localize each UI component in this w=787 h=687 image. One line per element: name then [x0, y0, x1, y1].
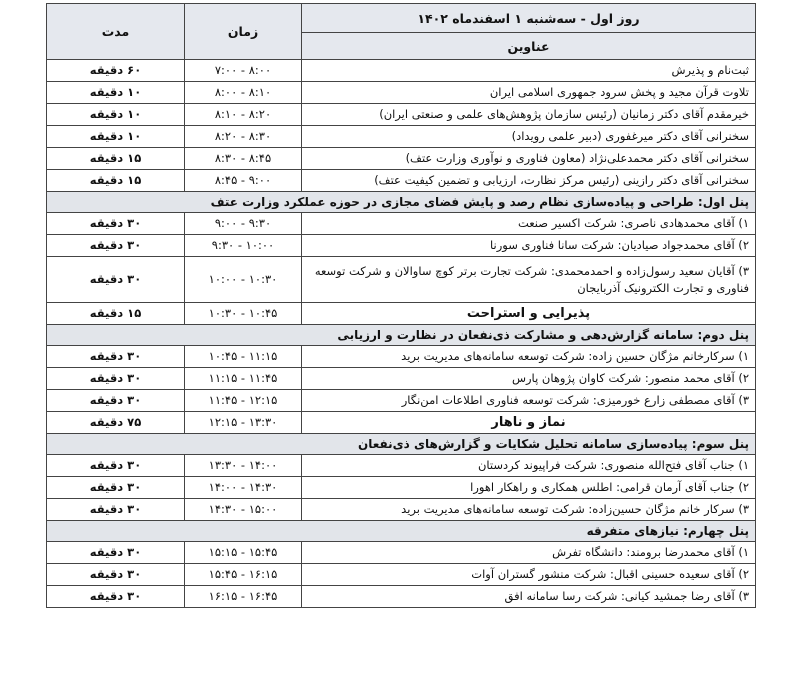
panel-heading: پنل سوم: پیاده‌سازی سامانه تحلیل شکایات و گزارش‌های ذی‌نفعان	[47, 434, 756, 455]
session-time: ۱۶:۴۵ - ۱۶:۱۵	[185, 586, 302, 608]
session-duration: ۱۰ دقیقه	[47, 104, 185, 126]
session-topic: ثبت‌نام و پذیرش	[302, 60, 756, 82]
session-time: ۸:۳۰ - ۸:۲۰	[185, 126, 302, 148]
session-duration: ۳۰ دقیقه	[47, 586, 185, 608]
session-topic: ۲) آقای سعیده حسینی اقبال: شرکت منشور گستران آوات	[302, 564, 756, 586]
session-topic: ۲) آقای محمدجواد صیادیان: شرکت سانا فناوری سورنا	[302, 235, 756, 257]
session-time: ۱۴:۳۰ - ۱۴:۰۰	[185, 477, 302, 499]
table-row	[47, 390, 756, 412]
session-duration: ۳۰ دقیقه	[47, 235, 185, 257]
session-time: ۸:۲۰ - ۸:۱۰	[185, 104, 302, 126]
panel-heading: پنل چهارم: نیازهای متفرقه	[47, 521, 756, 542]
session-duration: ۳۰ دقیقه	[47, 346, 185, 368]
table-row	[47, 257, 756, 303]
session-duration: ۳۰ دقیقه	[47, 368, 185, 390]
table-row	[47, 213, 756, 235]
session-time: ۹:۳۰ - ۹:۰۰	[185, 213, 302, 235]
table-row	[47, 346, 756, 368]
table-row	[47, 126, 756, 148]
session-topic: ۱) آقای محمدرضا برومند: دانشگاه تفرش	[302, 542, 756, 564]
session-time: ۱۰:۳۰ - ۱۰:۰۰	[185, 257, 302, 303]
session-duration: ۷۵ دقیقه	[47, 412, 185, 434]
session-time: ۱۲:۱۵ - ۱۱:۴۵	[185, 390, 302, 412]
panel-heading-row	[47, 521, 756, 542]
break-title: پذیرایی و استراحت	[302, 303, 756, 325]
table-row	[47, 60, 756, 82]
session-time: ۱۰:۰۰ - ۹:۳۰	[185, 235, 302, 257]
time-column-header: زمان	[185, 4, 302, 60]
panel-heading-row	[47, 325, 756, 346]
session-topic: سخنرانی آقای دکتر میرغفوری (دبیر علمی رویداد)	[302, 126, 756, 148]
session-duration: ۳۰ دقیقه	[47, 477, 185, 499]
day-title: روز اول - سه‌شنبه ۱ اسفندماه ۱۴۰۲	[302, 4, 756, 33]
session-time: ۱۵:۴۵ - ۱۵:۱۵	[185, 542, 302, 564]
session-topic: ۱) جناب آقای فتح‌الله منصوری: شرکت فراپیوند کردستان	[302, 455, 756, 477]
table-row	[47, 455, 756, 477]
session-time: ۱۶:۱۵ - ۱۵:۴۵	[185, 564, 302, 586]
table-row	[47, 368, 756, 390]
session-topic: ۱) سرکارخانم مژگان حسین زاده: شرکت توسعه سامانه‌های مدیریت برید	[302, 346, 756, 368]
table-row	[47, 148, 756, 170]
panel-heading-row	[47, 434, 756, 455]
session-time: ۱۴:۰۰ - ۱۳:۳۰	[185, 455, 302, 477]
schedule-document	[46, 3, 755, 608]
table-row	[47, 170, 756, 192]
session-duration: ۱۵ دقیقه	[47, 170, 185, 192]
session-topic: تلاوت قرآن مجید و پخش سرود جمهوری اسلامی ایران	[302, 82, 756, 104]
topic-column-header: عناوین	[302, 33, 756, 60]
session-topic: ۳) آقایان سعید رسول‌زاده و احمدمحمدی: شرکت تجارت برتر کوچ ساوالان و شرکت توسعه فناوری و تجارت الکترونیک آذربایجان	[302, 257, 756, 303]
session-topic: ۲) آقای محمد منصور: شرکت کاوان پژوهان پارس	[302, 368, 756, 390]
session-duration: ۳۰ دقیقه	[47, 257, 185, 303]
session-duration: ۱۵ دقیقه	[47, 148, 185, 170]
session-duration: ۳۰ دقیقه	[47, 564, 185, 586]
session-time: ۹:۰۰ - ۸:۴۵	[185, 170, 302, 192]
session-time: ۱۱:۱۵ - ۱۰:۴۵	[185, 346, 302, 368]
session-time: ۸:۰۰ - ۷:۰۰	[185, 60, 302, 82]
table-row	[47, 564, 756, 586]
break-row	[47, 303, 756, 325]
session-topic: ۳) آقای رضا جمشید کیانی: شرکت رسا سامانه افق	[302, 586, 756, 608]
session-duration: ۳۰ دقیقه	[47, 542, 185, 564]
session-duration: ۱۰ دقیقه	[47, 82, 185, 104]
session-topic: سخنرانی آقای دکتر محمدعلی‌نژاد (معاون فناوری و نوآوری وزارت عتف)	[302, 148, 756, 170]
session-time: ۱۳:۳۰ - ۱۲:۱۵	[185, 412, 302, 434]
session-duration: ۳۰ دقیقه	[47, 455, 185, 477]
session-time: ۱۵:۰۰ - ۱۴:۳۰	[185, 499, 302, 521]
table-row	[47, 542, 756, 564]
session-topic: ۲) جناب آقای آرمان قرامی: اطلس همکاری و راهکار اهورا	[302, 477, 756, 499]
session-duration: ۳۰ دقیقه	[47, 390, 185, 412]
table-row	[47, 82, 756, 104]
panel-heading: پنل دوم: سامانه گزارش‌دهی و مشارکت ذی‌نفعان در نظارت و ارزیابی	[47, 325, 756, 346]
session-duration: ۶۰ دقیقه	[47, 60, 185, 82]
table-row	[47, 499, 756, 521]
table-row	[47, 477, 756, 499]
schedule-table	[46, 3, 756, 608]
session-topic: ۳) سرکار خانم مژگان حسین‌زاده: شرکت توسعه سامانه‌های مدیریت برید	[302, 499, 756, 521]
panel-heading-row	[47, 192, 756, 213]
panel-heading: پنل اول: طراحی و پیاده‌سازی نظام رصد و پایش فضای مجازی در حوزه عملکرد وزارت عتف	[47, 192, 756, 213]
break-row	[47, 412, 756, 434]
session-duration: ۱۰ دقیقه	[47, 126, 185, 148]
session-topic: خیرمقدم آقای دکتر زمانیان (رئیس سازمان پژوهش‌های علمی و صنعتی ایران)	[302, 104, 756, 126]
session-time: ۱۱:۴۵ - ۱۱:۱۵	[185, 368, 302, 390]
session-duration: ۳۰ دقیقه	[47, 213, 185, 235]
session-topic: ۱) آقای محمدهادی ناصری: شرکت اکسیر صنعت	[302, 213, 756, 235]
session-time: ۱۰:۴۵ - ۱۰:۳۰	[185, 303, 302, 325]
table-row	[47, 235, 756, 257]
session-duration: ۳۰ دقیقه	[47, 499, 185, 521]
table-row	[47, 586, 756, 608]
session-topic: ۳) آقای مصطفی زارع خورمیزی: شرکت توسعه فناوری اطلاعات امن‌نگار	[302, 390, 756, 412]
table-row	[47, 104, 756, 126]
session-duration: ۱۵ دقیقه	[47, 303, 185, 325]
session-topic: سخنرانی آقای دکتر رازینی (رئیس مرکز نظارت، ارزیابی و تضمین کیفیت عتف)	[302, 170, 756, 192]
break-title: نماز و ناهار	[302, 412, 756, 434]
session-time: ۸:۴۵ - ۸:۳۰	[185, 148, 302, 170]
session-time: ۸:۱۰ - ۸:۰۰	[185, 82, 302, 104]
duration-column-header: مدت	[47, 4, 185, 60]
